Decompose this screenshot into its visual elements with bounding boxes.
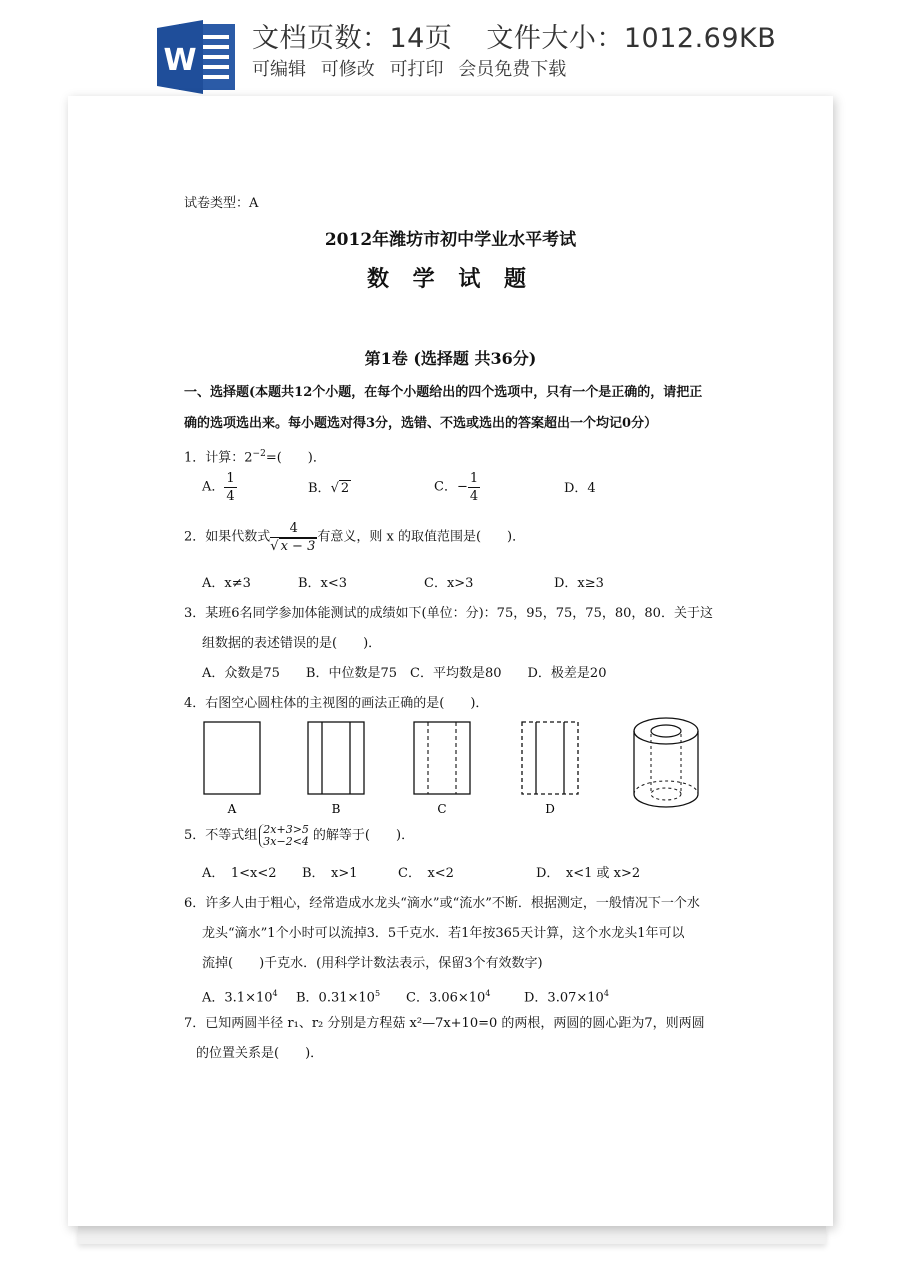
q2-option-c: C．x>3: [424, 576, 474, 591]
q1-option-b: B．√ 2: [308, 481, 350, 496]
q1-option-d: D．4: [564, 481, 596, 496]
q5-option-b: B． x>1: [302, 866, 358, 881]
q4-hollow-cylinder: [634, 718, 698, 807]
file-size: 文件大小：1012.69KB: [486, 23, 777, 54]
instructions-line-2: 确的选项选出来。每小题选对得3分，选错、不选或选出的答案超出一个均记0分）: [184, 416, 658, 431]
q4-figures: [188, 714, 728, 819]
q6-stem-line-1: 6．许多人由于粗心，经常造成水龙头“滴水”或“流水”不断．根据测定，一般情况下一个水: [184, 896, 700, 911]
q7-stem-line-1: 7．已知两圆半径 r₁、r₂ 分别是方程菇 x²—7x+10=0 的两根，两圆的圆心距为7，则两圆: [184, 1016, 705, 1031]
svg-text:W: W: [163, 43, 197, 78]
q5-option-d: D． x<1 或 x>2: [536, 866, 641, 881]
q5-option-c: C． x<2: [398, 866, 454, 881]
q4-figure-d: [522, 722, 578, 816]
q2-stem: 2．如果代数式 $\frac{4}{√ x - 3}$ 有意义，则 x 的取值范围是( )．: [184, 521, 526, 554]
header: [0, 0, 900, 100]
q6-stem-line-2: 龙头“滴水”1个小时可以流掉3．5千克水．若1年按365天计算，这个水龙头1年可以: [202, 926, 685, 941]
q5-stem: 5．不等式组 2x+3>5 3x−2<4 的解等于( )．: [184, 823, 415, 848]
exam-subject: 数 学 试 题: [367, 266, 534, 292]
q3-stem-line-1: 3．某班6名同学参加体能测试的成绩如下(单位：分)：75，95，75，75，80，80．关于这: [184, 606, 713, 621]
q6-option-c: C．$3.06\times 10^4$: [406, 989, 491, 1006]
q2-option-b: B．x<3: [298, 576, 348, 591]
feature-editable: 可编辑: [252, 59, 306, 80]
feature-printable: 可打印: [389, 59, 444, 80]
page-stack-shadow: [78, 1226, 826, 1244]
q4-label-b: B: [331, 802, 341, 816]
q4-stem: 4．右图空心圆柱体的主视图的画法正确的是( )．: [184, 696, 489, 711]
q6-option-b: B．$0.31\times 10^5$: [296, 989, 381, 1006]
q2-option-a: A．x≠3: [202, 576, 251, 591]
q4-figure-a: [204, 722, 260, 816]
q6-option-a: A．$3.1\times 10^4$: [202, 989, 278, 1006]
q6-stem-line-3: 流掉( )千克水．(用科学计数法表示，保留3个有效数字): [202, 956, 543, 971]
word-icon: [157, 18, 237, 96]
q4-label-a: A: [227, 802, 237, 816]
q3-options: A．众数是75 B．中位数是75 C．平均数是80 D．极差是20: [202, 666, 607, 681]
q4-figure-c: [414, 722, 470, 816]
feature-list: [252, 55, 575, 81]
page-count: 文档页数：14页: [252, 23, 453, 54]
section-heading: 第1卷 (选择题 共36分): [364, 349, 537, 368]
doc-info: [252, 16, 776, 55]
q4-figure-b: [308, 722, 364, 816]
paper-type: 试卷类型：A: [184, 196, 259, 211]
q4-label-d: D: [545, 802, 555, 816]
q1-option-a: A． $\frac{1}{4}$: [202, 471, 235, 504]
q4-label-c: C: [437, 802, 447, 816]
q1-option-c: C．− $\frac{1}{4}$: [434, 471, 479, 504]
exam-title: 2012年潍坊市初中学业水平考试: [324, 230, 577, 250]
feature-member-download: 会员免费下载: [458, 59, 567, 80]
document-page: [68, 96, 833, 1226]
q6-option-d: D．$3.07\times 10^4$: [524, 989, 609, 1006]
instructions-line-1: 一、选择题(本题共12个小题，在每个小题给出的四个选项中，只有一个是正确的，请把正: [184, 385, 703, 400]
q3-stem-line-2: 组数据的表述错误的是( )．: [202, 636, 382, 651]
q5-option-a: A． 1<x<2: [202, 866, 277, 881]
q2-option-d: D．x≥3: [554, 576, 604, 591]
q1-stem: 1．计算：$2^{-2}=$( )．: [184, 449, 326, 466]
feature-modifiable: 可修改: [320, 59, 375, 80]
q7-stem-line-2: 的位置关系是( )．: [196, 1046, 324, 1061]
